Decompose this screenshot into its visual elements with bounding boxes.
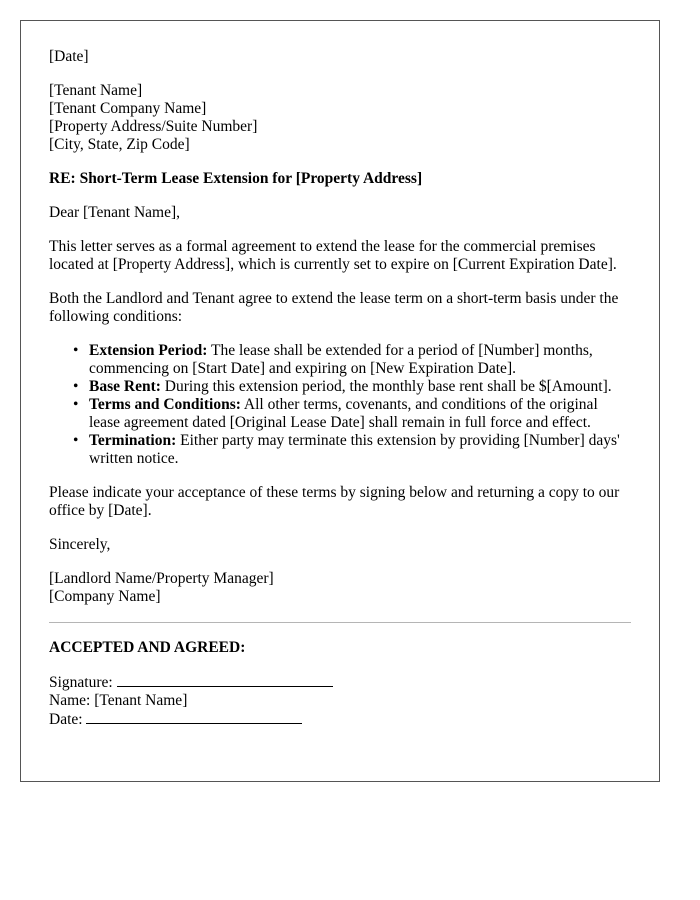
signer-block bbox=[49, 570, 631, 606]
recipient-tenant-name: [Tenant Name] bbox=[49, 82, 143, 99]
term-label: Terms and Conditions: bbox=[89, 396, 241, 413]
list-item bbox=[73, 378, 631, 396]
signer-name: [Landlord Name/Property Manager] bbox=[49, 570, 274, 587]
bullet-icon: • bbox=[73, 396, 79, 413]
date-row bbox=[49, 710, 631, 729]
date-label: Date: bbox=[49, 711, 87, 728]
letter-page bbox=[20, 20, 660, 782]
signer-company: [Company Name] bbox=[49, 588, 161, 605]
recipient-company-name: [Tenant Company Name] bbox=[49, 100, 207, 117]
acceptance-name-line: Name: [Tenant Name] bbox=[49, 692, 188, 709]
date-line bbox=[86, 710, 302, 724]
signature-row bbox=[49, 673, 631, 692]
subject-line: RE: Short-Term Lease Extension for [Property Address] bbox=[49, 170, 423, 187]
closing: Sincerely, bbox=[49, 536, 111, 553]
term-text: Either party may terminate this extension by providing [Number] days' written notice. bbox=[89, 432, 620, 467]
term-label: Base Rent: bbox=[89, 378, 161, 395]
salutation: Dear [Tenant Name], bbox=[49, 204, 181, 221]
term-text: All other terms, covenants, and conditions of the original lease agreement dated [Original Lease Date] shall remain in full force and effect. bbox=[89, 396, 598, 431]
bullet-icon: • bbox=[73, 432, 79, 449]
letter-date: [Date] bbox=[49, 48, 89, 65]
list-item bbox=[73, 342, 631, 378]
acceptance-heading: ACCEPTED AND AGREED: bbox=[49, 639, 246, 656]
body-paragraph-1: This letter serves as a formal agreement to extend the lease for the commercial premises located at [Property Address], which is currently set to expire on [Current Expiration Date]. bbox=[49, 238, 617, 273]
recipient-address-block bbox=[49, 82, 631, 154]
term-label: Termination: bbox=[89, 432, 177, 449]
signature-label: Signature: bbox=[49, 674, 117, 691]
recipient-city-state-zip: [City, State, Zip Code] bbox=[49, 136, 190, 153]
term-text: During this extension period, the monthly base rent shall be $[Amount]. bbox=[160, 378, 612, 395]
term-label: Extension Period: bbox=[89, 342, 208, 359]
section-divider bbox=[49, 622, 631, 623]
term-text: The lease shall be extended for a period of [Number] months, commencing on [Start Date] and expiring on [New Expiration Date]. bbox=[89, 342, 593, 377]
recipient-property-address: [Property Address/Suite Number] bbox=[49, 118, 258, 135]
bullet-icon: • bbox=[73, 342, 79, 359]
body-paragraph-2: Both the Landlord and Tenant agree to extend the lease term on a short-term basis under the following conditions: bbox=[49, 290, 619, 325]
list-item bbox=[73, 432, 631, 468]
conditions-list bbox=[49, 342, 631, 468]
list-item bbox=[73, 396, 631, 432]
body-paragraph-3: Please indicate your acceptance of these terms by signing below and returning a copy to our office by [Date]. bbox=[49, 484, 620, 519]
signature-line bbox=[117, 673, 333, 687]
letter-header bbox=[49, 48, 631, 154]
bullet-icon: • bbox=[73, 378, 79, 395]
acceptance-block bbox=[49, 673, 631, 729]
